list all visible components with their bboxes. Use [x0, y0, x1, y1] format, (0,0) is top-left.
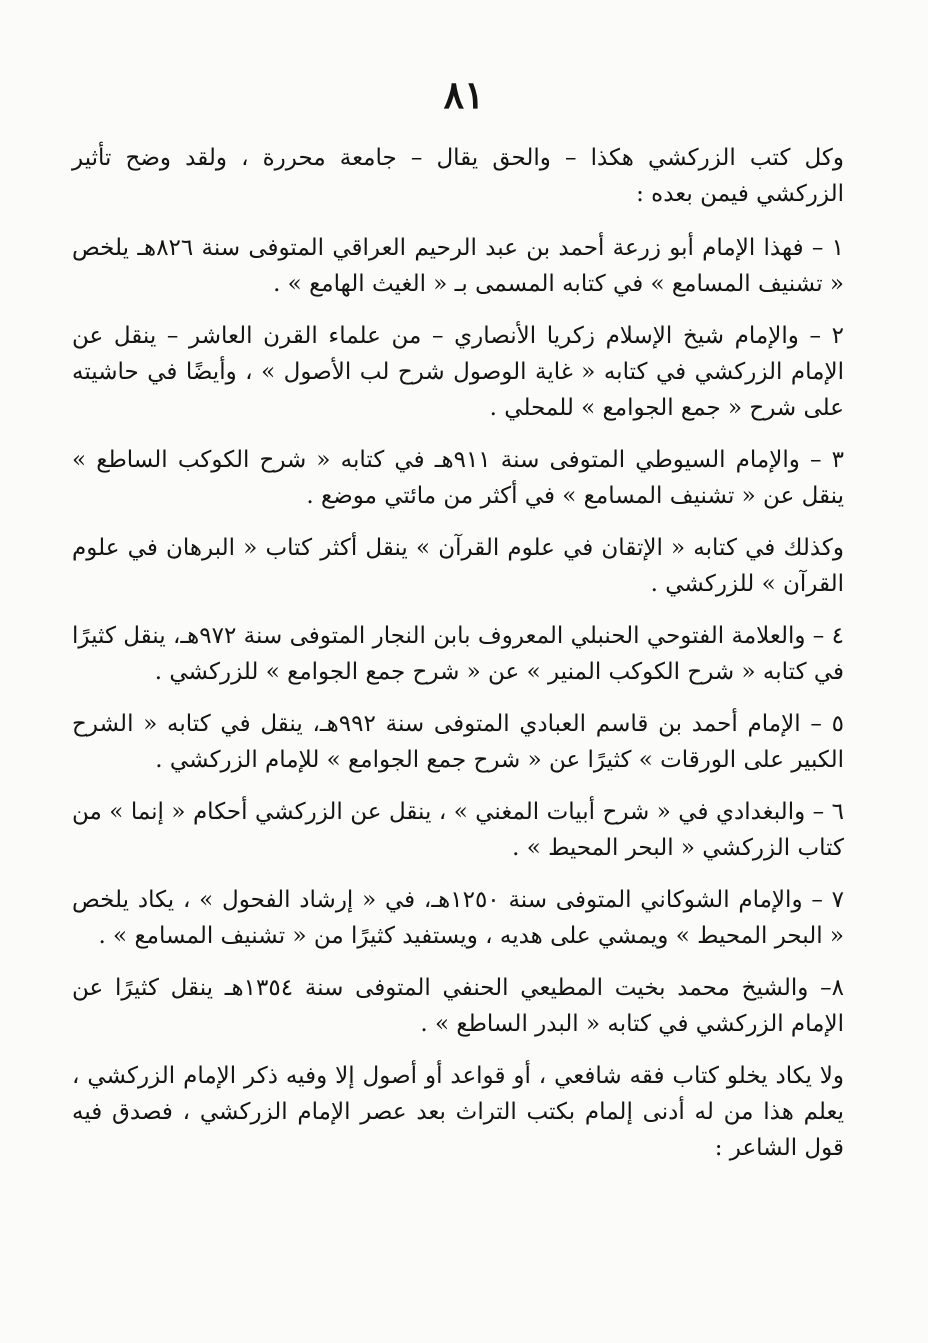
page-number: ٨١ [443, 72, 485, 117]
paragraph-item-3-continued: وكذلك في كتابه « الإتقان في علوم القرآن » ينقل أكثر كتاب « البرهان في علوم القرآن » للزركشي . [72, 535, 844, 597]
paragraph-item-6: ٦ – والبغدادي في « شرح أبيات المغني » ، ينقل عن الزركشي أحكام « إنما » من كتاب الزركشي « البحر المحيط » . [72, 799, 844, 861]
paragraph-item-4: ٤ – والعلامة الفتوحي الحنبلي المعروف بابن النجار المتوفى سنة ٩٧٢هـ، ينقل كثيرًا في كتابه « شرح الكوكب المنير » عن « شرح جمع الجوامع » للزركشي . [72, 623, 845, 685]
page-body [72, 140, 844, 1182]
paragraph-item-7: ٧ – والإمام الشوكاني المتوفى سنة ١٢٥٠هـ، في « إرشاد الفحول » ، يكاد يلخص « البحر المحيط » ويمشي على هديه ، ويستفيد كثيرًا من « تشنيف المسامع » . [72, 887, 844, 949]
paragraph-item-2: ٢ – والإمام شيخ الإسلام زكريا الأنصاري – من علماء القرن العاشر – ينقل عن الإمام الزركشي في كتابه « غاية الوصول شرح لب الأصول » ، وأيضًا في حاشيته على شرح « جمع الجوامع » للمحلي . [72, 323, 844, 421]
paragraph-item-5: ٥ – الإمام أحمد بن قاسم العبادي المتوفى سنة ٩٩٢هـ، ينقل في كتابه « الشرح الكبير على الورقات » كثيرًا عن « شرح جمع الجوامع » للإمام الزركشي . [72, 711, 844, 773]
paragraph-item-1: ١ – فهذا الإمام أبو زرعة أحمد بن عبد الرحيم العراقي المتوفى سنة ٨٢٦هـ يلخص « تشنيف المسامع » في كتابه المسمى بـ « الغيث الهامع » . [72, 235, 845, 297]
paragraph-intro: وكل كتب الزركشي هكذا – والحق يقال – جامعة محررة ، ولقد وضح تأثير الزركشي فيمن بعده : [72, 145, 844, 207]
paragraph-item-3: ٣ – والإمام السيوطي المتوفى سنة ٩١١هـ في كتابه « شرح الكوكب الساطع » ينقل عن « تشنيف المسامع » في أكثر من مائتي موضع . [72, 447, 844, 509]
paragraph-closing: ولا يكاد يخلو كتاب فقه شافعي ، أو قواعد أو أصول إلا وفيه ذكر الإمام الزركشي ، يعلم هذا من له أدنى إلمام بكتب التراث بعد عصر الإمام الزركشي ، فصدق فيه قول الشاعر : [72, 1063, 844, 1161]
paragraph-item-8: ٨– والشيخ محمد بخيت المطيعي الحنفي المتوفى سنة ١٣٥٤هـ ينقل كثيرًا عن الإمام الزركشي في كتابه « البدر الساطع » . [72, 975, 845, 1037]
